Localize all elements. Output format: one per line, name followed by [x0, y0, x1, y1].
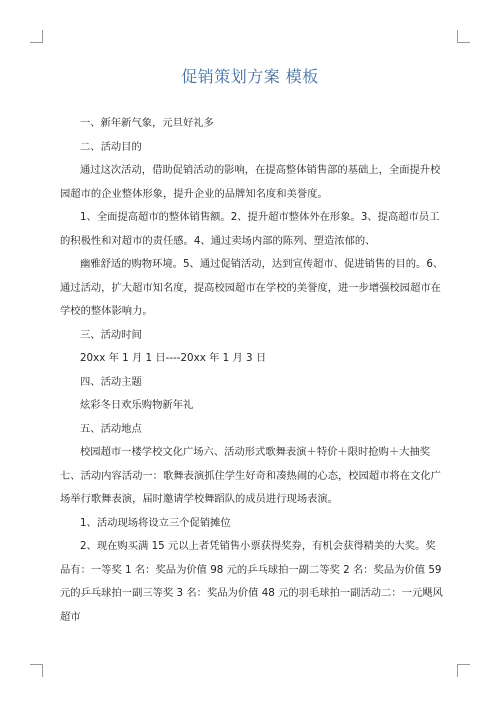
paragraph-goals-1: 1、全面提高超市的整体销售额。2、提升超市整体外在形象。3、提高超市员工的积极性和对超市的责任感。4、通过卖场内部的陈列、塑造浓郁的、 — [60, 211, 440, 247]
page-corner-bottom-left — [30, 664, 43, 677]
paragraph-location-form-content: 校园超市一楼学校文化广场六、活动形式歌舞表演＋特价＋限时抢购＋大抽奖七、活动内容活动一：歌舞表演抓住学生好奇和凑热闹的心态，校园超市将在文化广场举行歌舞表演，届时邀请学校舞蹈队的成员进行现场表演。 — [60, 446, 441, 505]
paragraph-purpose: 通过这次活动，借助促销活动的影响，在提高整体销售部的基础上，全面提升校园超市的企业整体形象，提升企业的品牌知名度和美誉度。 — [60, 164, 441, 200]
paragraph-theme: 炫彩冬日欢乐购物新年礼 — [80, 399, 194, 411]
heading-activity-purpose: 二、活动目的 — [80, 140, 142, 153]
heading-new-year: 一、新年新气象，元旦好礼多 — [80, 117, 214, 129]
page-corner-top-right — [457, 30, 470, 43]
document-body — [60, 112, 444, 629]
heading-activity-location: 五、活动地点 — [80, 422, 142, 435]
paragraph-promo-booths: 1、活动现场将设立三个促销摊位 — [80, 516, 231, 529]
paragraph-goals-2: 幽雅舒适的购物环境。5、通过促销活动，达到宣传超市、促进销售的目的。6、通过活动，扩大超市知名度，提高校园超市在学校的美誉度，进一步增强校园超市在学校的整体影响力。 — [60, 258, 444, 317]
paragraph-activity-dates: 20xx 年 1 月 1 日----20xx 年 1 月 3 日 — [80, 352, 267, 364]
heading-activity-theme: 四、活动主题 — [80, 375, 142, 388]
heading-activity-time: 三、活动时间 — [80, 328, 142, 341]
page-corner-bottom-right — [457, 664, 470, 677]
page-corner-top-left — [30, 30, 43, 43]
paragraph-lottery-prizes: 2、现在购买满 15 元以上者凭销售小票获得奖券，有机会获得精美的大奖。奖品有：一等奖 1 名：奖品为价值 98 元的乒乓球拍一副二等奖 2 名：奖品为价值 59 元的乒乓球拍一副三等奖 3 名：奖品为价值 48 元的羽毛球拍一副活动二：一元飓风超市 — [60, 540, 443, 623]
document-title: 促销策划方案 模板 — [181, 67, 319, 86]
